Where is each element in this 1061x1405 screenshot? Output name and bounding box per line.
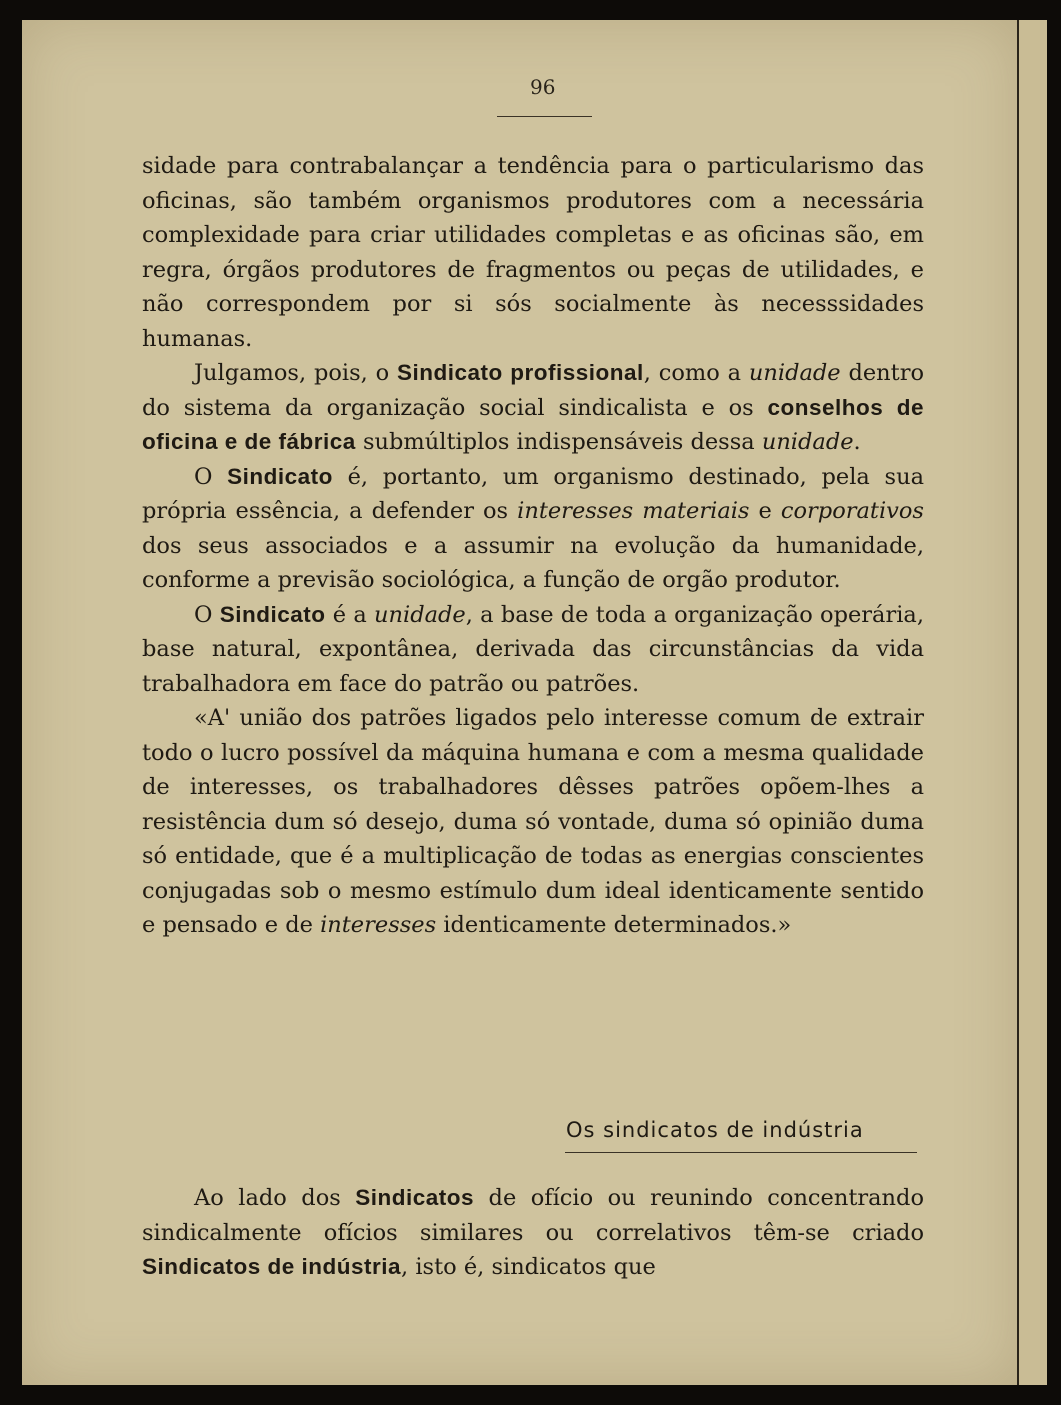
text-run: dos seus associados e a assumir na evolução da humanidade, conforme a previsão sociológica, a função de orgão produtor. (142, 532, 924, 593)
text-bold: Sindicatos de indústria (142, 1254, 402, 1279)
paragraph (142, 356, 924, 460)
text-run: , a base de toda a organização operária, base natural, expontânea, derivada das circunstâncias da vida trabalhadora em face do patrão ou patrões. (142, 601, 924, 697)
body-text-section (142, 1181, 924, 1285)
text-bold: Sindicato (219, 601, 326, 627)
text-run: Ao lado dos (194, 1185, 356, 1211)
page-number-rule (497, 116, 592, 117)
text-run: Julgamos, pois, o (194, 360, 398, 386)
page-number: 96 (530, 75, 556, 99)
text-bold: Sindicatos (355, 1185, 475, 1210)
text-run: , isto é, sindicatos que (401, 1254, 656, 1280)
text-run: de ofício ou reunindo concentrando sindicalmente ofícios similares ou correlativos têm-se criado (142, 1185, 924, 1246)
text-run: e (749, 498, 781, 524)
text-run: «A' união dos patrões ligados pelo interesse comum de extrair todo o lucro possível da máquina humana e com a mesma qualidade de interesses, os trabalhadores dêsses patrões opõem-lhes a resistência dum só desejo, duma só vontade, duma só opinião duma só entidade, que é a multiplicação de todas as energias conscientes conjugadas sob o mesmo estímulo dum ideal identicamente sentido e pensado e de (142, 705, 924, 938)
text-run: identicamente determinados.» (436, 912, 792, 938)
text-run: O (194, 601, 220, 628)
paragraph (142, 460, 924, 598)
section-heading: Os sindicatos de indústria (566, 1118, 864, 1142)
text-run: é, portanto, um organismo destinado, pela sua própria essência, a defender os (142, 463, 924, 524)
text-bold: Sindicato (227, 463, 333, 489)
text-run: , como a (643, 360, 749, 386)
text-run: é a (325, 601, 375, 628)
section-heading-rule (565, 1152, 917, 1153)
text-run: submúltiplos indispensáveis dessa (355, 429, 762, 455)
text-italic: unidade (374, 601, 466, 628)
paragraph (142, 1181, 924, 1285)
text-bold: Sindicato profissional (397, 360, 644, 385)
text-bold: conselhos de oficina e de fábrica (142, 394, 924, 454)
text-italic: interesses (320, 912, 437, 938)
body-text-main (142, 149, 924, 943)
text-italic: corporativos (780, 498, 924, 524)
text-run: dentro do sistema da organização social sindicalista e os (142, 360, 925, 421)
text-italic: unidade (748, 360, 841, 386)
next-page-edge (1017, 20, 1047, 1385)
text-run: O (194, 463, 228, 490)
paragraph (142, 598, 924, 702)
text-italic: interesses materiais (517, 498, 750, 524)
paragraph (142, 701, 924, 943)
text-run: sidade para contrabalançar a tendência para o particularismo das oficinas, são também organismos produtores com a necessária complexidade para criar utilidades completas e as oficinas são, em regra, órgãos produtores de fragmentos ou peças de utilidades, e não correspondem por si sós socialmente às necesssidades humanas. (142, 153, 924, 352)
text-italic: unidade (761, 429, 854, 455)
paragraph (142, 149, 924, 356)
text-run: . (853, 429, 861, 455)
